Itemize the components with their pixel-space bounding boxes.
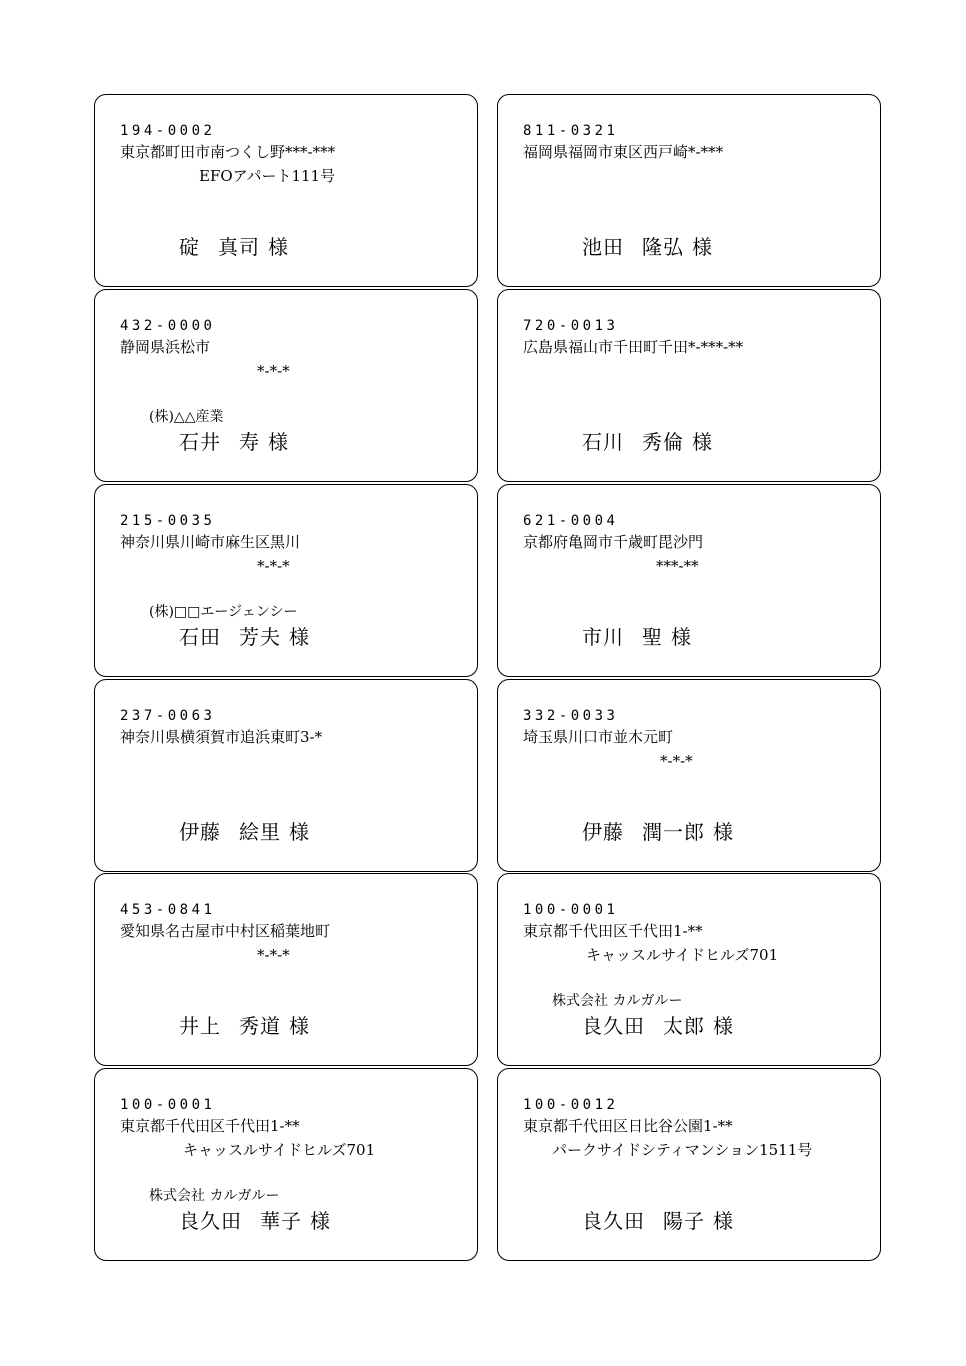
family-name: 伊藤 bbox=[582, 820, 624, 844]
address-label-6 bbox=[497, 484, 881, 677]
honorific: 様 bbox=[713, 820, 734, 844]
family-name: 石川 bbox=[582, 430, 624, 454]
recipient-name bbox=[582, 430, 713, 454]
address-label-7 bbox=[94, 679, 478, 872]
family-name: 良久田 bbox=[582, 1209, 645, 1233]
given-name: 秀道 bbox=[239, 1014, 281, 1038]
postal-code: 332-0033 bbox=[523, 708, 619, 724]
family-name: 伊藤 bbox=[179, 820, 221, 844]
address-label-2 bbox=[497, 94, 881, 287]
address-line-1: 広島県福山市千田町千田*-***-** bbox=[523, 338, 744, 356]
postal-code: 100-0012 bbox=[523, 1097, 619, 1113]
postal-code: 432-0000 bbox=[120, 318, 216, 334]
recipient-name bbox=[179, 1209, 331, 1233]
recipient-name bbox=[179, 235, 289, 259]
address-line-2: *-*-* bbox=[257, 946, 290, 964]
company-name: 株式会社 カルガルー bbox=[552, 993, 683, 1009]
given-name: 芳夫 bbox=[239, 625, 281, 649]
family-name: 良久田 bbox=[179, 1209, 242, 1233]
address-line-2: EFOアパート111号 bbox=[199, 167, 336, 185]
honorific: 様 bbox=[289, 820, 310, 844]
given-name: 寿 bbox=[239, 430, 260, 454]
recipient-name bbox=[179, 820, 310, 844]
family-name: 石井 bbox=[179, 430, 221, 454]
recipient-name bbox=[582, 235, 713, 259]
honorific: 様 bbox=[671, 625, 692, 649]
honorific: 様 bbox=[289, 625, 310, 649]
address-line-1: 神奈川県横須賀市追浜東町3-* bbox=[120, 728, 323, 746]
address-line-1: 東京都千代田区千代田1-** bbox=[523, 922, 703, 940]
postal-code: 237-0063 bbox=[120, 708, 216, 724]
honorific: 様 bbox=[713, 1209, 734, 1233]
address-line-1: 静岡県浜松市 bbox=[120, 338, 211, 356]
given-name: 真司 bbox=[218, 235, 260, 259]
address-label-11 bbox=[94, 1068, 478, 1261]
address-line-2: *-*-* bbox=[257, 557, 290, 575]
postal-code: 811-0321 bbox=[523, 123, 619, 139]
address-line-1: 愛知県名古屋市中村区稲葉地町 bbox=[120, 922, 331, 940]
address-line-2: *-*-* bbox=[257, 362, 290, 380]
address-line-1: 福岡県福岡市東区西戸崎*-*** bbox=[523, 143, 724, 161]
recipient-name bbox=[582, 625, 692, 649]
address-line-1: 神奈川県川崎市麻生区黒川 bbox=[120, 533, 301, 551]
family-name: 市川 bbox=[582, 625, 624, 649]
company-name: (株)△△産業 bbox=[149, 409, 224, 425]
address-label-1 bbox=[94, 94, 478, 287]
family-name: 碇 bbox=[179, 235, 200, 259]
address-label-9 bbox=[94, 873, 478, 1066]
given-name: 秀倫 bbox=[642, 430, 684, 454]
company-name: (株)□□エージェンシー bbox=[149, 604, 298, 620]
honorific: 様 bbox=[268, 430, 289, 454]
address-line-2: *-*-* bbox=[660, 752, 693, 770]
given-name: 絵里 bbox=[239, 820, 281, 844]
address-label-3 bbox=[94, 289, 478, 482]
postal-code: 720-0013 bbox=[523, 318, 619, 334]
honorific: 様 bbox=[268, 235, 289, 259]
family-name: 井上 bbox=[179, 1014, 221, 1038]
family-name: 石田 bbox=[179, 625, 221, 649]
family-name: 池田 bbox=[582, 235, 624, 259]
address-label-12 bbox=[497, 1068, 881, 1261]
honorific: 様 bbox=[692, 430, 713, 454]
postal-code: 621-0004 bbox=[523, 513, 619, 529]
given-name: 隆弘 bbox=[642, 235, 684, 259]
address-line-1: 埼玉県川口市並木元町 bbox=[523, 728, 674, 746]
address-line-1: 東京都千代田区千代田1-** bbox=[120, 1117, 300, 1135]
postal-code: 453-0841 bbox=[120, 902, 216, 918]
address-line-2: パークサイドシティマンション1511号 bbox=[552, 1141, 813, 1159]
recipient-name bbox=[582, 1014, 734, 1038]
address-label-5 bbox=[94, 484, 478, 677]
address-label-8 bbox=[497, 679, 881, 872]
honorific: 様 bbox=[692, 235, 713, 259]
address-label-10 bbox=[497, 873, 881, 1066]
given-name: 陽子 bbox=[663, 1209, 705, 1233]
family-name: 良久田 bbox=[582, 1014, 645, 1038]
recipient-name bbox=[582, 1209, 734, 1233]
honorific: 様 bbox=[713, 1014, 734, 1038]
address-line-1: 京都府亀岡市千歳町毘沙門 bbox=[523, 533, 704, 551]
recipient-name bbox=[179, 1014, 310, 1038]
honorific: 様 bbox=[310, 1209, 331, 1233]
recipient-name bbox=[179, 430, 289, 454]
recipient-name bbox=[179, 625, 310, 649]
postal-code: 215-0035 bbox=[120, 513, 216, 529]
postal-code: 100-0001 bbox=[120, 1097, 216, 1113]
address-line-2: キャッスルサイドヒルズ701 bbox=[586, 946, 779, 964]
given-name: 華子 bbox=[260, 1209, 302, 1233]
address-line-1: 東京都町田市南つくし野***-*** bbox=[120, 143, 336, 161]
honorific: 様 bbox=[289, 1014, 310, 1038]
recipient-name bbox=[582, 820, 734, 844]
postal-code: 100-0001 bbox=[523, 902, 619, 918]
given-name: 聖 bbox=[642, 625, 663, 649]
postal-code: 194-0002 bbox=[120, 123, 216, 139]
given-name: 潤一郎 bbox=[642, 820, 705, 844]
address-label-4 bbox=[497, 289, 881, 482]
given-name: 太郎 bbox=[663, 1014, 705, 1038]
company-name: 株式会社 カルガルー bbox=[149, 1188, 280, 1204]
address-line-1: 東京都千代田区日比谷公園1-** bbox=[523, 1117, 733, 1135]
address-line-2: キャッスルサイドヒルズ701 bbox=[183, 1141, 376, 1159]
address-line-2: ***-** bbox=[656, 557, 699, 575]
